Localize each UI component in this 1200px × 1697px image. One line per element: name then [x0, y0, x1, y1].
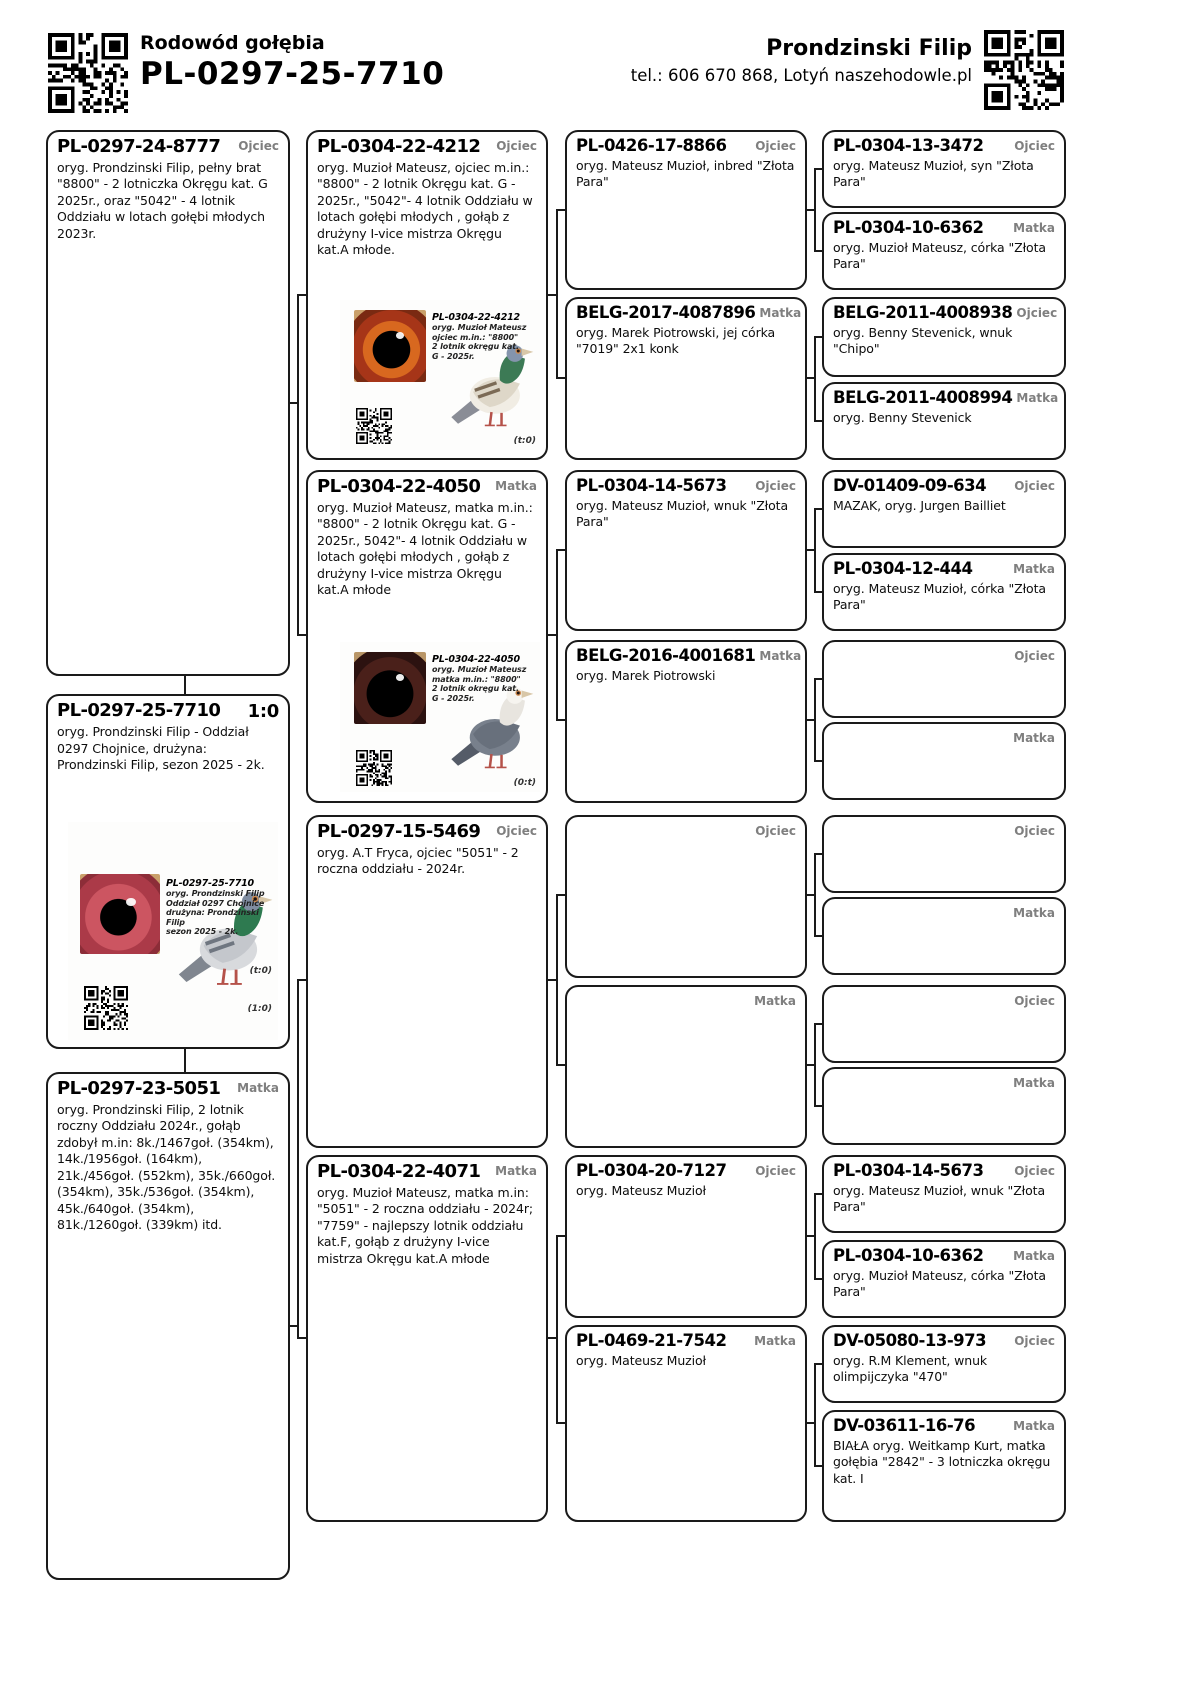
role-label: Ojciec: [1014, 994, 1055, 1008]
document-title: Rodowód gołębia: [140, 32, 325, 54]
pigeon-eye-photo: [354, 652, 426, 724]
ring-number: PL-0304-10-6362: [833, 218, 984, 237]
pedigree-box-gen4-6: [822, 553, 1066, 631]
ring-number: PL-0304-12-444: [833, 559, 973, 578]
pedigree-box-subject: [46, 694, 290, 1049]
role-label: Matka: [237, 1081, 279, 1095]
ring-number: PL-0304-22-4050: [317, 476, 481, 497]
ring-number: BELG-2011-4008994: [833, 388, 1013, 407]
pedigree-box-gen4-14: [822, 1240, 1066, 1318]
pedigree-box-gen2-2: [306, 470, 548, 803]
ring-number: DV-05080-13-973: [833, 1331, 987, 1350]
role-label: Matka: [1013, 1249, 1055, 1263]
pigeon-description: oryg. Marek Piotrowski: [576, 667, 716, 683]
pedigree-box-gen4-9: [822, 815, 1066, 893]
role-label: Ojciec: [496, 139, 537, 153]
pigeon-description: oryg. Mateusz Muzioł, inbred "Złota Para": [576, 157, 795, 190]
pedigree-box-gen3-1: [565, 130, 807, 290]
photo-caption: PL-0304-22-4212 oryg. Muzioł Mateusz ojciec m.in.: "8800" 2 lotnik okręgu kat. G - 2025r.: [432, 312, 527, 361]
ring-number: PL-0297-25-7710: [57, 700, 221, 721]
pedigree-box-gen4-15: [822, 1325, 1066, 1403]
role-label: Ojciec: [1014, 824, 1055, 838]
pigeon-eye-photo: [354, 310, 426, 382]
pigeon-description: oryg. Mateusz Muzioł, córka "Złota Para": [833, 580, 1046, 613]
ring-number: PL-0426-17-8866: [576, 136, 727, 155]
role-label: Ojciec: [755, 1164, 796, 1178]
role-label: Ojciec: [238, 139, 279, 153]
pigeon-photo: [340, 300, 540, 450]
role-label: Matka: [1016, 391, 1059, 405]
pedigree-box-gen4-8: [822, 722, 1066, 800]
role-label: Ojciec: [1014, 479, 1055, 493]
role-label: Matka: [1013, 221, 1055, 235]
pedigree-box-gen2-3: [306, 815, 548, 1148]
photo-caption: PL-0297-25-7710 oryg. Prondzinski Filip Oddział 0297 Chojnice drużyna: Prondzinski Filip sezon 2025 - 2k.: [166, 878, 265, 936]
role-label: Matka: [759, 306, 802, 320]
role-label: Ojciec: [755, 824, 796, 838]
role-label: Matka: [754, 1334, 796, 1348]
pigeon-description: oryg. Mateusz Muzioł, syn "Złota Para": [833, 157, 1034, 190]
role-label: Matka: [1013, 562, 1055, 576]
pedigree-box-gen4-5: [822, 470, 1066, 548]
role-label: Matka: [1013, 731, 1055, 745]
breeder-name: Prondzinski Filip: [766, 36, 972, 61]
pigeon-description: oryg. Mateusz Muzioł, wnuk "Złota Para": [833, 1182, 1046, 1215]
pedigree-box-gen3-2: [565, 297, 807, 460]
photo-score-badge: (1:0): [247, 1004, 272, 1014]
pigeon-description: oryg. Muzioł Mateusz, matka m.in: "5051" - 2 roczna oddziału - 2024r; "7759" - najlepszy lotnik oddziału kat.F, gołąb z drużyny I-vice mistrza Okręgu kat.A młode: [317, 1184, 534, 1266]
pedigree-box-gen4-1: [822, 130, 1066, 208]
pedigree-box-gen4-13: [822, 1155, 1066, 1233]
role-label: Matka: [1013, 1076, 1055, 1090]
ring-number: PL-0304-14-5673: [833, 1161, 984, 1180]
pedigree-box-gen3-4: [565, 640, 807, 803]
role-label: Ojciec: [1014, 649, 1055, 663]
pigeon-description: oryg. Mateusz Muzioł: [576, 1182, 707, 1198]
ring-number: PL-0304-14-5673: [576, 476, 727, 495]
role-label: Ojciec: [1014, 139, 1055, 153]
role-label: Ojciec: [1014, 1334, 1055, 1348]
pigeon-description: oryg. Mateusz Muzioł: [576, 1352, 707, 1368]
pedigree-box-gen4-4: [822, 382, 1066, 460]
pedigree-box-gen3-6: [565, 985, 807, 1148]
pedigree-box-gen3-8: [565, 1325, 807, 1522]
pedigree-box-gen4-2: [822, 212, 1066, 290]
pedigree-box-gen4-10: [822, 897, 1066, 975]
pigeon-description: oryg. Muzioł Mateusz, matka m.in.: "8800" - 2 lotnik Okręgu kat. G - 2025r., 5042"- 4 lotnik Oddziału w lotach gołębi młodych , gołąb z drużyny I-vice mistrza Okręgu kat.A młode: [317, 499, 533, 598]
role-label: Ojciec: [1014, 1164, 1055, 1178]
pigeon-description: oryg. Benny Stevenick, wnuk "Chipo": [833, 324, 1013, 357]
pigeon-description: oryg. Marek Piotrowski, jej córka "7019" 2x1 konk: [576, 324, 776, 357]
role-label: Matka: [1013, 906, 1055, 920]
qr-code-photo: [84, 986, 128, 1030]
photo-caption: PL-0304-22-4050 oryg. Muzioł Mateusz matka m.in.: "8800" 2 lotnik okręgu kat. G - 2025r.: [432, 654, 527, 703]
ring-number: PL-0297-24-8777: [57, 136, 221, 157]
qr-code-photo: [356, 750, 392, 786]
pigeon-photo: [340, 642, 540, 792]
ring-number: DV-01409-09-634: [833, 476, 987, 495]
role-label: Matka: [495, 1164, 537, 1178]
pigeon-description: MAZAK, oryg. Jurgen Bailliet: [833, 497, 1006, 513]
pigeon-description: oryg. Prondzinski Filip, pełny brat "8800" - 2 lotniczka Okręgu kat. G 2025r., oraz "5042" - 4 lotnik Oddziału w lotach gołębi młodych 2023r.: [57, 159, 268, 241]
ring-number: DV-03611-16-76: [833, 1416, 976, 1435]
pigeon-description: oryg. Prondzinski Filip - Oddział 0297 Chojnice, drużyna: Prondzinski Filip, sezon 2025 - 2k.: [57, 724, 265, 772]
ring-number: PL-0304-22-4212: [317, 136, 481, 157]
pedigree-box-gen4-3: [822, 297, 1066, 377]
pedigree-box-gen3-3: [565, 470, 807, 631]
role-label: Matka: [754, 994, 796, 1008]
pedigree-box-mother: [46, 1072, 290, 1580]
role-label: Ojciec: [755, 139, 796, 153]
ring-number: BELG-2017-4087896: [576, 303, 756, 322]
role-label: Ojciec: [1016, 306, 1058, 320]
pedigree-box-gen4-16: [822, 1410, 1066, 1522]
score-badge: 1:0: [247, 701, 279, 722]
photo-count-badge: (0:t): [513, 778, 536, 788]
ring-number: PL-0304-22-4071: [317, 1161, 481, 1182]
ring-number: PL-0304-13-3472: [833, 136, 984, 155]
pigeon-description: oryg. A.T Fryca, ojciec "5051" - 2 roczna oddziału - 2024r.: [317, 844, 519, 877]
pedigree-box-gen4-11: [822, 985, 1066, 1063]
pigeon-description: oryg. Prondzinski Filip, 2 lotnik roczny Oddziału 2024r., gołąb zdobył m.in: 8k./1467goł. (354km), 14k./1956goł. (164km), 21k./456goł. (552km), 35k./660goł. (354km), 35k./536goł. (354km), 45k./640goł. (354km), 81k./1260goł. (339km) itd.: [57, 1101, 276, 1233]
ring-number: PL-0469-21-7542: [576, 1331, 727, 1350]
pedigree-box-gen3-5: [565, 815, 807, 978]
role-label: Matka: [759, 649, 802, 663]
ring-number: PL-0297-15-5469: [317, 821, 481, 842]
pigeon-description: oryg. Mateusz Muzioł, wnuk "Złota Para": [576, 497, 789, 530]
ring-number: PL-0297-23-5051: [57, 1078, 221, 1099]
pedigree-box-gen4-12: [822, 1067, 1066, 1145]
breeder-contact: tel.: 606 670 868, Lotyń naszehodowle.pl: [630, 66, 972, 86]
pigeon-photo: [68, 822, 278, 1040]
pigeon-description: oryg. Muzioł Mateusz, córka "Złota Para": [833, 239, 1046, 272]
pedigree-box-gen2-1: [306, 130, 548, 460]
photo-count-badge: (t:0): [249, 966, 272, 976]
pedigree-box-gen3-7: [565, 1155, 807, 1318]
subject-ring-number-title: PL-0297-25-7710: [140, 55, 445, 92]
role-label: Ojciec: [496, 824, 537, 838]
qr-code-photo: [356, 408, 392, 444]
role-label: Matka: [1013, 1419, 1055, 1433]
pedigree-box-gen2-4: [306, 1155, 548, 1522]
role-label: Matka: [495, 479, 537, 493]
pigeon-description: oryg. R.M Klement, wnuk olimpijczyka "470": [833, 1352, 988, 1385]
pigeon-description: oryg. Muzioł Mateusz, córka "Złota Para": [833, 1267, 1046, 1300]
ring-number: BELG-2011-4008938: [833, 303, 1013, 322]
ring-number: PL-0304-20-7127: [576, 1161, 727, 1180]
pigeon-eye-photo: [80, 874, 160, 954]
role-label: Ojciec: [755, 479, 796, 493]
ring-number: PL-0304-10-6362: [833, 1246, 984, 1265]
photo-count-badge: (t:0): [513, 436, 536, 446]
pigeon-description: oryg. Muzioł Mateusz, ojciec m.in.: "8800" - 2 lotnik Okręgu kat. G - 2025r., "5042"- 4 lotnik Oddziału w lotach gołębi młodych , gołąb z drużyny I-vice mistrza Okręgu kat.A młode.: [317, 159, 533, 258]
pedigree-box-gen4-7: [822, 640, 1066, 718]
pigeon-description: BIAŁA oryg. Weitkamp Kurt, matka gołębia "2842" - 3 lotniczka okręgu kat. I: [833, 1437, 1051, 1486]
pedigree-box-father: [46, 130, 290, 676]
ring-number: BELG-2016-4001681: [576, 646, 756, 665]
pigeon-description: oryg. Benny Stevenick: [833, 409, 972, 425]
